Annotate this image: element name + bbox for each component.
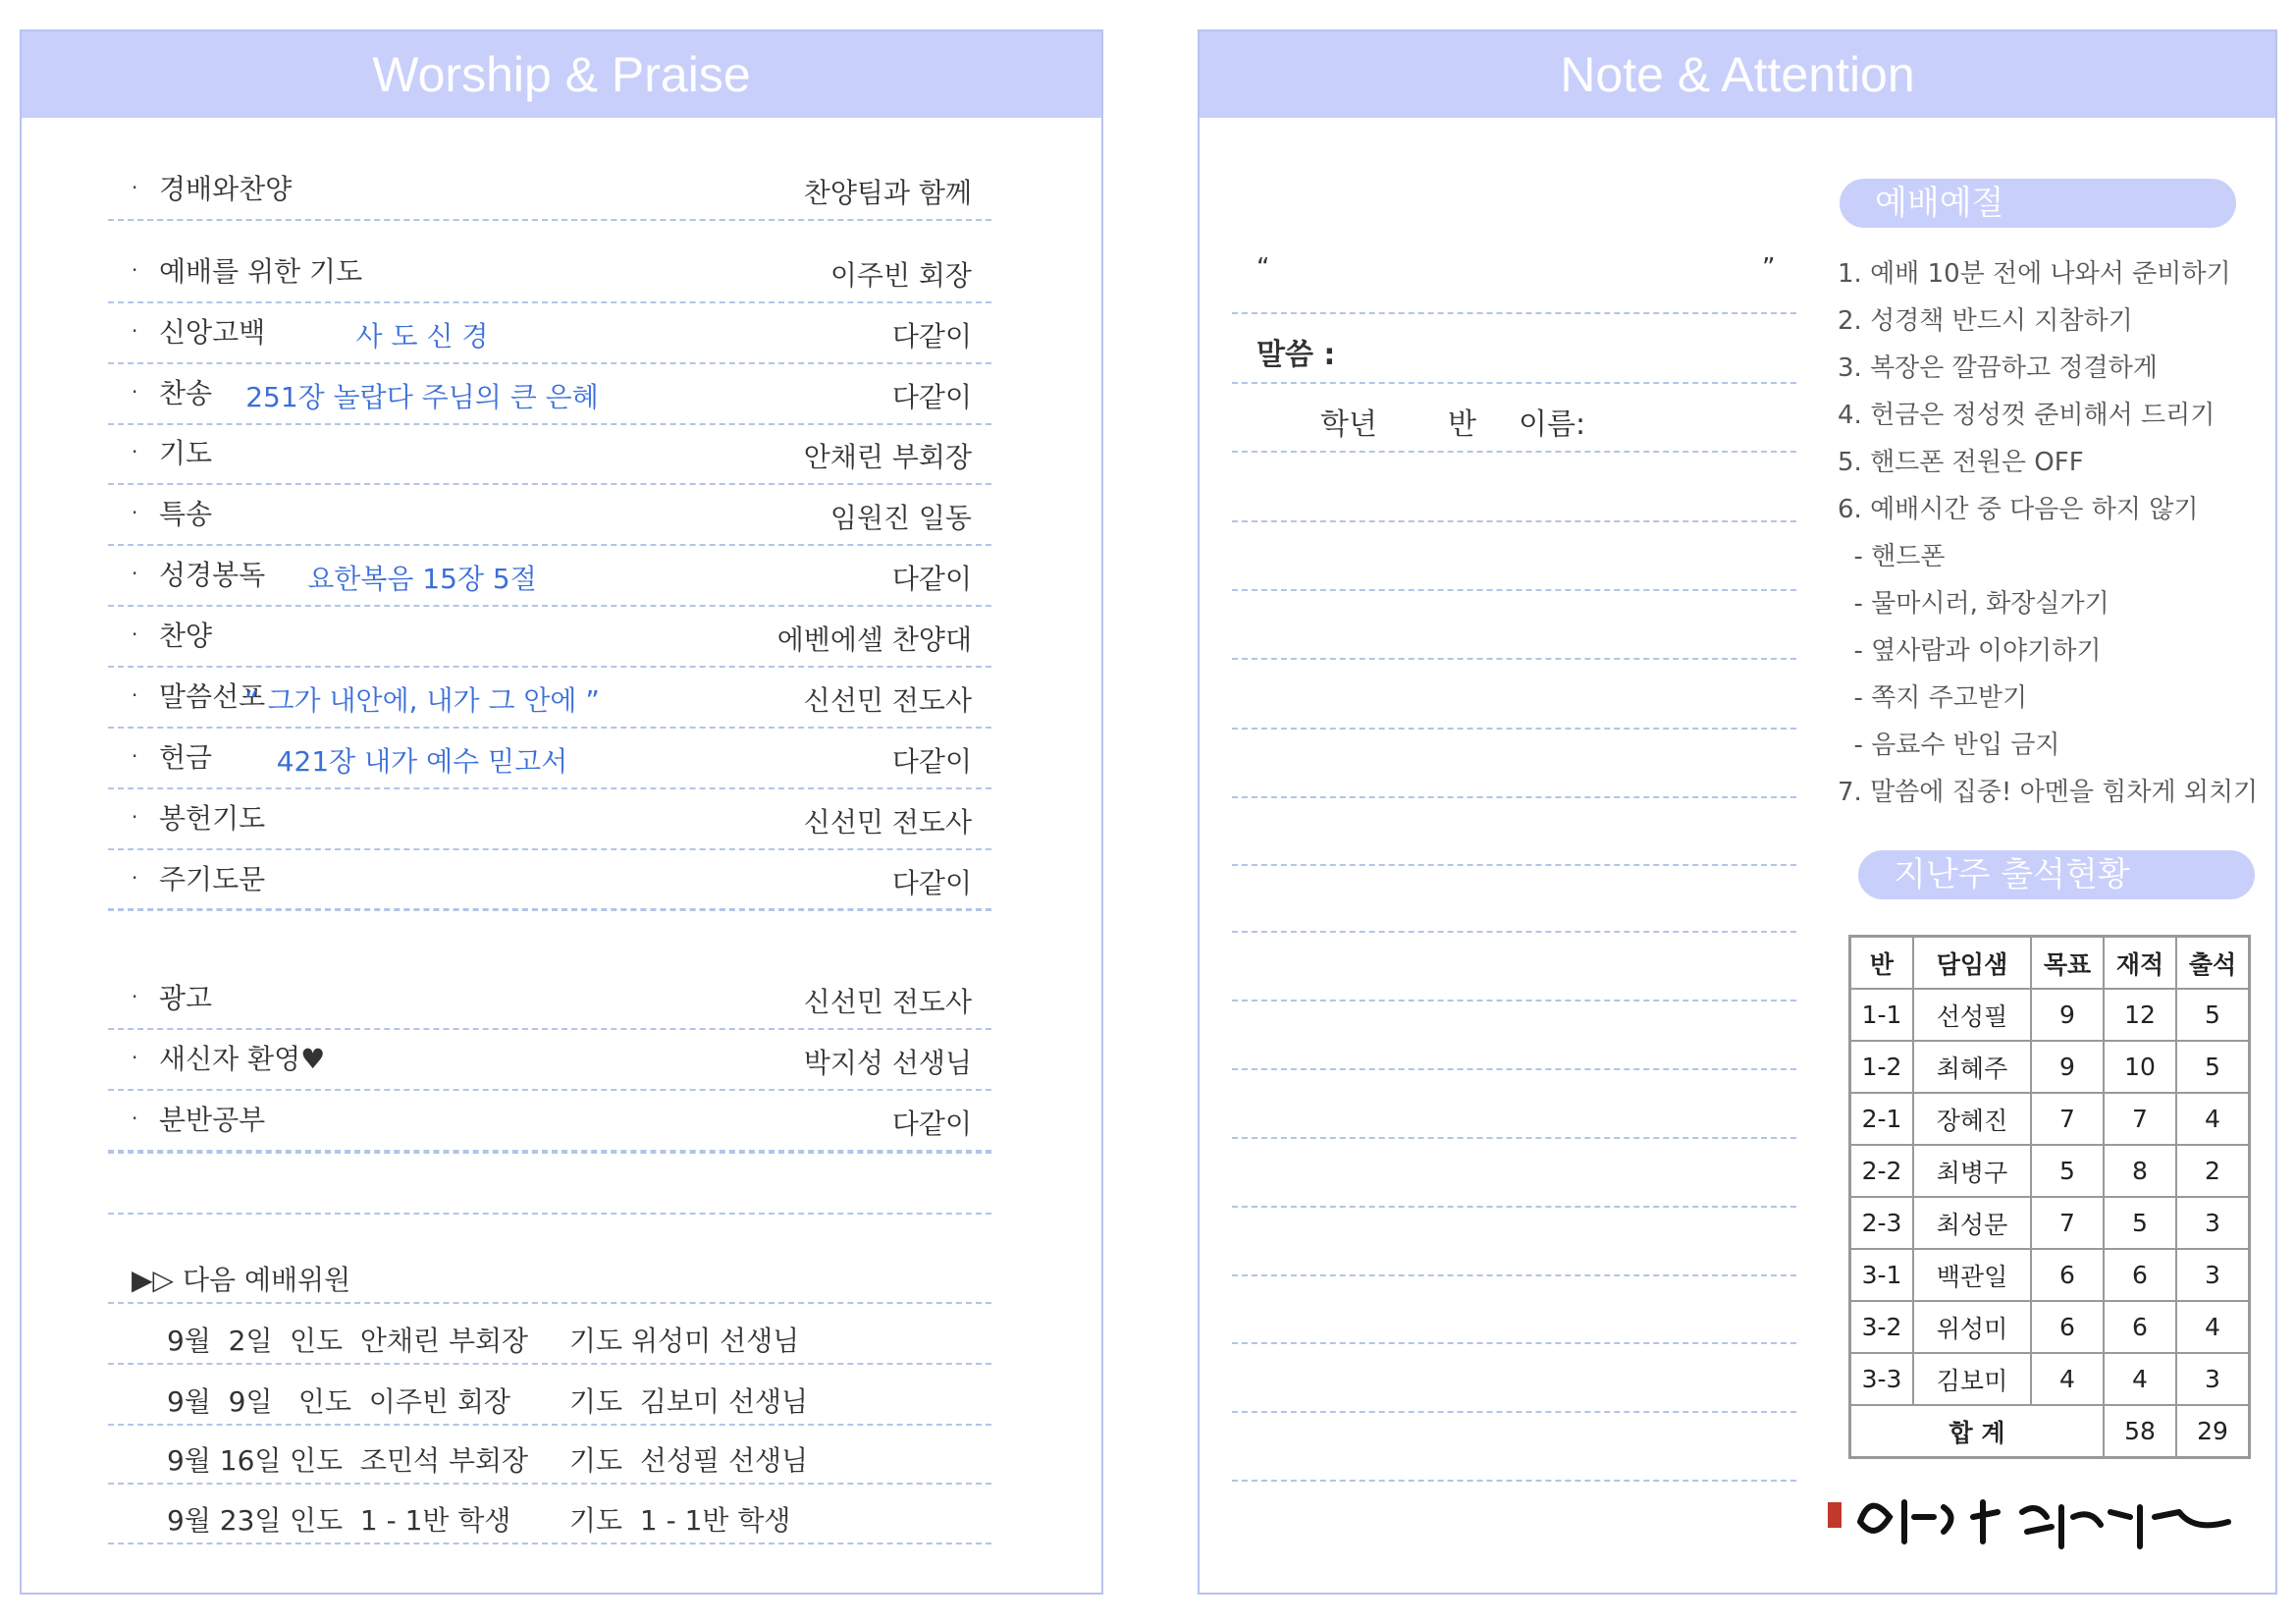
attendance-table <box>1848 935 2251 1459</box>
attendance-cell: 3-3 <box>1850 1353 1914 1405</box>
bullet-icon: · <box>132 380 138 404</box>
attendance-cell: 3-1 <box>1850 1249 1914 1301</box>
attendance-cell: 김보미 <box>1913 1353 2031 1405</box>
etiquette-item: 5. 핸드폰 전원은 OFF <box>1838 448 2084 477</box>
bullet-icon: · <box>132 258 138 282</box>
note-header: Note & Attention <box>1200 31 2275 118</box>
note-line <box>1232 658 1796 660</box>
attendance-header-row <box>1850 937 2250 990</box>
attendance-cell: 5 <box>2176 989 2250 1041</box>
etiquette-item: 7. 말씀에 집중! 아멘을 힘차게 외치기 <box>1838 778 2259 807</box>
order-item-title: 찬양 <box>159 620 213 652</box>
order-item-title: 새신자 환영♥ <box>159 1043 326 1075</box>
committee-lead: 인도 안채린 부회장 <box>290 1325 529 1357</box>
quote-open: “ <box>1256 253 1270 283</box>
order-row <box>108 244 991 303</box>
attendance-cell: 12 <box>2104 989 2176 1041</box>
note-line <box>1232 1000 1796 1001</box>
attendance-cell: 9 <box>2031 1041 2104 1093</box>
next-committee-row <box>108 1367 991 1426</box>
etiquette-item: - 물마시러, 화장실가기 <box>1838 589 2109 619</box>
attendance-cell: 4 <box>2176 1093 2250 1145</box>
committee-date: 9월 9일 <box>167 1385 273 1418</box>
attendance-cell: 최병구 <box>1913 1145 2031 1197</box>
grade-label: 학년 <box>1320 407 1377 442</box>
attendance-cell: 9 <box>2031 989 2104 1041</box>
next-committee-title <box>108 1245 991 1304</box>
committee-prayer: 기도 김보미 선생님 <box>569 1385 809 1418</box>
committee-prayer: 기도 선성필 선생님 <box>569 1444 809 1477</box>
attendance-header-cell: 반 <box>1850 937 1914 990</box>
order-item-leader: 다같이 <box>891 867 972 899</box>
bullet-icon: · <box>132 683 138 707</box>
order-item-content: “ 그가 내안에, 내가 그 안에 ” <box>244 684 600 717</box>
attendance-cell: 2-2 <box>1850 1145 1914 1197</box>
bullet-icon: · <box>132 985 138 1008</box>
attendance-cell: 2-3 <box>1850 1197 1914 1249</box>
order-item-content: 251장 놀랍다 주님의 큰 은혜 <box>245 381 599 413</box>
attendance-row <box>1850 1301 2250 1353</box>
order-item-title: 예배를 위한 기도 <box>159 255 363 288</box>
attendance-cell: 선성필 <box>1913 989 2031 1041</box>
attendance-cell: 8 <box>2104 1145 2176 1197</box>
note-line <box>1232 1342 1796 1344</box>
order-item-title: 찬송 <box>159 377 213 409</box>
order-item-leader: 다같이 <box>891 381 972 413</box>
order-row <box>108 670 991 729</box>
attendance-cell: 장혜진 <box>1913 1093 2031 1145</box>
note-line <box>1232 1137 1796 1139</box>
attendance-cell: 1-2 <box>1850 1041 1914 1093</box>
next-committee-label: ▶▷ 다음 예배위원 <box>132 1264 351 1296</box>
note-line <box>1232 931 1796 933</box>
attendance-cell: 6 <box>2104 1249 2176 1301</box>
attendance-row <box>1850 1093 2250 1145</box>
bullet-icon: · <box>132 562 138 585</box>
note-line <box>1232 1274 1796 1276</box>
attendance-cell: 5 <box>2104 1197 2176 1249</box>
order-item-title: 경배와찬양 <box>159 173 293 205</box>
order-row <box>108 487 991 546</box>
bullet-icon: · <box>132 1046 138 1069</box>
order-item-leader: 다같이 <box>891 320 972 352</box>
order-item-leader: 다같이 <box>891 563 972 595</box>
attendance-row <box>1850 1249 2250 1301</box>
calligraphy-image <box>1816 1463 2238 1571</box>
order-row <box>108 305 991 364</box>
attendance-row <box>1850 1041 2250 1093</box>
order-item-title: 신앙고백 <box>159 316 266 349</box>
bullet-icon: · <box>132 501 138 524</box>
note-line <box>1232 382 1796 384</box>
blank-line <box>108 162 991 221</box>
order-row <box>108 731 991 789</box>
order-item-leader: 안채린 부회장 <box>803 441 972 473</box>
committee-prayer: 기도 1 - 1반 학생 <box>569 1504 791 1537</box>
committee-date: 9월 23일 <box>167 1504 282 1537</box>
sermon-label: 말씀 : <box>1256 338 1336 372</box>
order-item-leader: 신선민 전도사 <box>803 684 972 717</box>
attendance-cell: 최성문 <box>1913 1197 2031 1249</box>
bullet-icon: · <box>132 1107 138 1130</box>
attendance-cell: 3 <box>2176 1249 2250 1301</box>
attendance-cell: 4 <box>2176 1301 2250 1353</box>
order-row <box>108 1032 991 1091</box>
etiquette-item: - 음료수 반입 금지 <box>1838 731 2060 760</box>
blank-line <box>108 851 991 910</box>
order-item-leader: 신선민 전도사 <box>803 986 972 1018</box>
attendance-cell: 7 <box>2104 1093 2176 1145</box>
order-row <box>108 426 991 485</box>
order-item-leader: 임원진 일동 <box>829 502 972 534</box>
attendance-total-row <box>1850 1405 2250 1458</box>
attendance-cell: 1-1 <box>1850 989 1914 1041</box>
attendance-cell: 10 <box>2104 1041 2176 1093</box>
order-item-leader: 찬양팀과 함께 <box>803 177 972 209</box>
order-item-title: 광고 <box>159 982 213 1014</box>
order-item-content: 사 도 신 경 <box>355 320 489 352</box>
attendance-title: 지난주 출석현황 <box>1858 850 2255 899</box>
attendance-cell: 백관일 <box>1913 1249 2031 1301</box>
note-line <box>1232 312 1796 314</box>
next-committee-row <box>108 1426 991 1485</box>
order-row <box>108 609 991 668</box>
committee-lead: 인도 조민석 부회장 <box>290 1444 529 1477</box>
note-line <box>1232 1068 1796 1070</box>
note-line <box>1232 1206 1796 1208</box>
committee-date: 9월 16일 <box>167 1444 282 1477</box>
order-item-title: 헌금 <box>159 741 213 774</box>
bullet-icon: · <box>132 440 138 463</box>
total-label: 합 계 <box>1850 1405 2105 1458</box>
attendance-cell: 7 <box>2031 1197 2104 1249</box>
etiquette-item: - 핸드폰 <box>1838 542 1946 571</box>
order-row <box>108 971 991 1030</box>
total-attended: 29 <box>2176 1405 2250 1458</box>
attendance-header-cell: 재적 <box>2104 937 2176 990</box>
blank-line <box>108 1095 991 1154</box>
bullet-icon: · <box>132 623 138 646</box>
attendance-header-cell: 목표 <box>2031 937 2104 990</box>
bullet-icon: · <box>132 866 138 890</box>
order-item-content: 421장 내가 예수 믿고서 <box>276 745 568 778</box>
attendance-row <box>1850 989 2250 1041</box>
bullet-icon: · <box>132 319 138 343</box>
attendance-cell: 위성미 <box>1913 1301 2031 1353</box>
worship-header: Worship & Praise <box>22 31 1101 118</box>
attendance-cell: 6 <box>2104 1301 2176 1353</box>
attendance-cell: 3 <box>2176 1197 2250 1249</box>
order-row <box>108 791 991 850</box>
total-enrolled: 58 <box>2104 1405 2176 1458</box>
attendance-cell: 6 <box>2031 1301 2104 1353</box>
class-label: 반 <box>1448 407 1476 442</box>
order-item-title: 성경봉독 <box>159 559 266 591</box>
attendance-row <box>1850 1145 2250 1197</box>
note-line <box>1232 520 1796 522</box>
attendance-cell: 7 <box>2031 1093 2104 1145</box>
attendance-cell: 5 <box>2031 1145 2104 1197</box>
committee-lead: 인도 1 - 1반 학생 <box>290 1504 511 1537</box>
order-item-leader: 이주빈 회장 <box>829 259 972 292</box>
note-line <box>1232 451 1796 453</box>
order-row <box>108 366 991 425</box>
etiquette-item: 4. 헌금은 정성껏 준비해서 드리기 <box>1838 401 2216 430</box>
next-committee-row <box>108 1306 991 1365</box>
attendance-cell: 2 <box>2176 1145 2250 1197</box>
attendance-cell: 6 <box>2031 1249 2104 1301</box>
attendance-header-cell: 출석 <box>2176 937 2250 990</box>
order-item-leader: 신선민 전도사 <box>803 806 972 839</box>
order-item-leader: 박지성 선생님 <box>803 1047 972 1079</box>
etiquette-title: 예배예절 <box>1840 179 2236 228</box>
attendance-row <box>1850 1353 2250 1405</box>
blank-line <box>108 1156 991 1215</box>
etiquette-item: 1. 예배 10분 전에 나와서 준비하기 <box>1838 259 2231 289</box>
note-line <box>1232 864 1796 866</box>
order-item-title: 주기도문 <box>159 863 266 895</box>
etiquette-item: 3. 복장은 깔끔하고 정결하게 <box>1838 353 2158 383</box>
attendance-row <box>1850 1197 2250 1249</box>
note-line <box>1232 1480 1796 1482</box>
quote-close: ” <box>1762 253 1776 283</box>
order-item-title: 봉헌기도 <box>159 802 266 835</box>
attendance-cell: 5 <box>2176 1041 2250 1093</box>
attendance-cell: 4 <box>2104 1353 2176 1405</box>
order-item-leader: 에벤에셀 찬양대 <box>776 623 972 656</box>
order-item-leader: 다같이 <box>891 745 972 778</box>
attendance-cell: 3 <box>2176 1353 2250 1405</box>
committee-lead: 인도 이주빈 회장 <box>290 1385 510 1418</box>
order-item-title: 분반공부 <box>159 1104 266 1136</box>
attendance-header-cell: 담임샘 <box>1913 937 2031 990</box>
attendance-cell: 3-2 <box>1850 1301 1914 1353</box>
note-line <box>1232 589 1796 591</box>
bullet-icon: · <box>132 805 138 829</box>
bullet-icon: · <box>132 744 138 768</box>
bullet-icon: · <box>132 176 138 199</box>
next-committee-row <box>108 1486 991 1544</box>
order-row <box>108 548 991 607</box>
committee-prayer: 기도 위성미 선생님 <box>569 1325 800 1357</box>
attendance-cell: 2-1 <box>1850 1093 1914 1145</box>
attendance-cell: 최혜주 <box>1913 1041 2031 1093</box>
note-line <box>1232 796 1796 798</box>
order-item-title: 말씀선포 <box>159 680 266 713</box>
etiquette-item: 2. 성경책 반드시 지참하기 <box>1838 306 2133 336</box>
attendance-cell: 4 <box>2031 1353 2104 1405</box>
name-label: 이름: <box>1519 407 1586 442</box>
note-line <box>1232 1411 1796 1413</box>
etiquette-item: - 쪽지 주고받기 <box>1838 683 2028 713</box>
etiquette-item: - 옆사람과 이야기하기 <box>1838 636 2102 666</box>
order-item-title: 특송 <box>159 498 213 530</box>
etiquette-item: 6. 예배시간 중 다음은 하지 않기 <box>1838 495 2199 524</box>
order-item-leader: 다같이 <box>891 1108 972 1140</box>
order-item-title: 기도 <box>159 437 213 469</box>
note-line <box>1232 728 1796 730</box>
order-item-content: 요한복음 15장 5절 <box>307 563 537 595</box>
committee-date: 9월 2일 <box>167 1325 273 1357</box>
